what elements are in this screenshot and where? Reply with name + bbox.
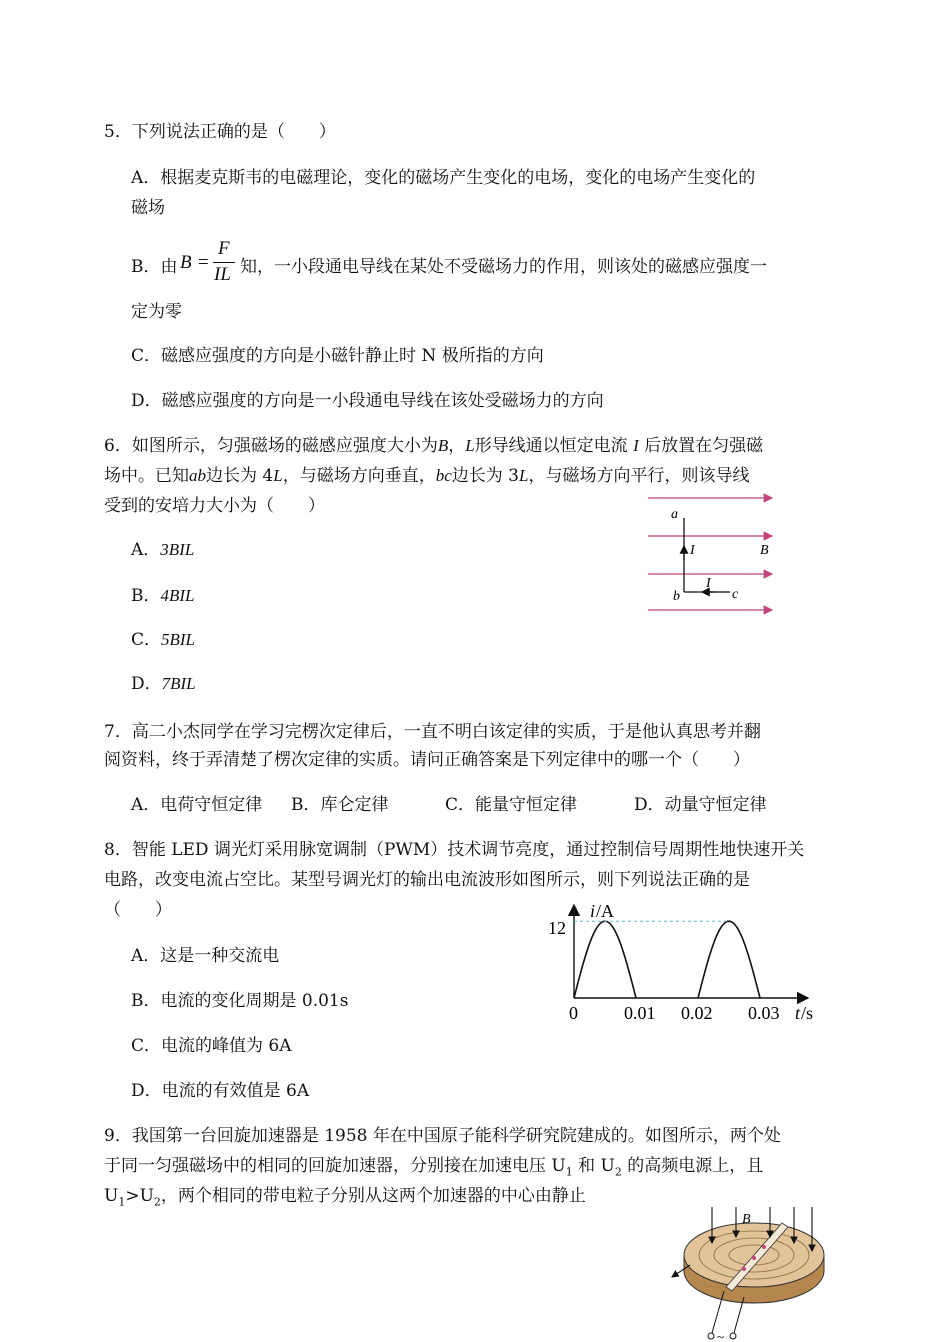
magnetic-field-figure bbox=[640, 490, 790, 620]
y-tick-peak: 12 bbox=[548, 918, 566, 938]
q5-option-b-cont: 定为零 bbox=[131, 302, 182, 322]
q6-option-d: D．7BIL bbox=[131, 674, 196, 694]
q6-option-b: B．4BIL bbox=[131, 586, 195, 606]
q5-option-c: C．磁感应强度的方向是小磁针静止时 N 极所指的方向 bbox=[131, 346, 544, 366]
x-axis-label-unit: /s bbox=[801, 1003, 814, 1023]
x-axis-label-t: t bbox=[795, 1003, 801, 1023]
q6-option-c: C．5BIL bbox=[131, 630, 196, 650]
formula-lhs: B bbox=[180, 252, 192, 273]
y-axis-label-unit: /A bbox=[596, 901, 614, 921]
q5-option-b-rest: 知，一小段通电导线在某处不受磁场力的作用，则该处的磁感应强度一 bbox=[240, 257, 767, 277]
q8-stem-line2: 电路，改变电流占空比。某型号调光灯的输出电流波形如图所示，则下列说法正确的是 bbox=[104, 870, 750, 890]
q9-stem-line3: $U_1>U_2$，两个相同的带电粒子分别从这两个加速器的中心由静止 bbox=[104, 1186, 586, 1209]
q7-option-d: D．动量守恒定律 bbox=[634, 795, 767, 815]
label-a: a bbox=[671, 507, 678, 522]
q8-stem-line3: （ ） bbox=[104, 900, 172, 920]
particle-dot bbox=[762, 1245, 766, 1249]
q7-stem-line2: 阅资料，终于弄清楚了楞次定律的实质。请问正确答案是下列定律中的哪一个（ ） bbox=[104, 750, 750, 770]
q5-option-b: B．由 bbox=[131, 257, 178, 277]
formula-denominator: IL bbox=[214, 264, 231, 285]
q6-stem-line1: 6．如图所示，匀强磁场的磁感应强度大小为B，L形导线通以恒定电流 I 后放置在匀强磁 bbox=[104, 436, 764, 456]
q7-option-c: C．能量守恒定律 bbox=[445, 795, 578, 815]
q6-option-a: A．3BIL bbox=[131, 540, 195, 560]
fraction-bar bbox=[213, 262, 235, 263]
q7-stem-line1: 7．高二小杰同学在学习完楞次定律后，一直不明白该定律的实质，于是他认真思考并翻 bbox=[104, 722, 761, 742]
q5-option-d: D．磁感应强度的方向是一小段通电导线在该处受磁场力的方向 bbox=[131, 391, 604, 411]
label-c: c bbox=[732, 587, 739, 602]
q5-option-a-cont: 磁场 bbox=[131, 198, 165, 218]
x-tick-0.01: 0.01 bbox=[624, 1003, 656, 1023]
cyclotron-label-b: B bbox=[742, 1212, 751, 1227]
cyclotron-figure bbox=[662, 1205, 842, 1342]
q5-option-a: A．根据麦克斯韦的电磁理论，变化的磁场产生变化的电场，变化的电场产生变化的 bbox=[131, 168, 756, 188]
q8-stem-line1: 8．智能 LED 调光灯采用脉宽调制（PWM）技术调节亮度，通过控制信号周期性地快速开关 bbox=[104, 840, 805, 860]
label-current-bc: I bbox=[706, 576, 711, 591]
y-axis-label-i: i bbox=[590, 901, 596, 921]
current-pulse-1 bbox=[574, 921, 636, 998]
q7-option-a: A．电荷守恒定律 bbox=[131, 795, 263, 815]
label-current-ab: I bbox=[690, 543, 695, 558]
q8-option-c: C．电流的峰值为 6A bbox=[131, 1036, 292, 1056]
formula-eq: = bbox=[198, 252, 209, 273]
q9-stem-line1: 9．我国第一台回旋加速器是 1958 年在中国原子能科学研究院建成的。如图所示，两个处 bbox=[104, 1126, 781, 1146]
x-tick-0.03: 0.03 bbox=[748, 1003, 780, 1023]
q6-stem-line2: 场中。已知ab边长为 4L，与磁场方向垂直，bc边长为 3L，与磁场方向平行，则该导线 bbox=[104, 466, 750, 486]
ac-source-symbol: ~ bbox=[717, 1329, 725, 1342]
q8-option-a: A．这是一种交流电 bbox=[131, 946, 280, 966]
q9-stem-line2: 于同一匀强磁场中的相同的回旋加速器，分别接在加速电压 $U_1$ 和 $U_2$ 的高频电源上，且 bbox=[104, 1156, 764, 1179]
formula-numerator: F bbox=[218, 238, 230, 259]
q7-option-b: B．库仑定律 bbox=[291, 795, 389, 815]
q8-option-d: D．电流的有效值是 6A bbox=[131, 1081, 310, 1101]
label-b: b bbox=[673, 589, 680, 604]
terminal bbox=[708, 1333, 714, 1339]
particle-dot bbox=[742, 1267, 746, 1271]
x-tick-0.02: 0.02 bbox=[681, 1003, 713, 1023]
q5-stem: 5．下列说法正确的是（ ） bbox=[104, 122, 336, 142]
terminal bbox=[730, 1333, 736, 1339]
current-waveform-chart bbox=[540, 895, 830, 1030]
label-field-b: B bbox=[760, 543, 769, 558]
q6-stem-line3: 受到的安培力大小为（ ） bbox=[104, 496, 325, 516]
current-pulse-2 bbox=[698, 921, 760, 998]
origin-label: 0 bbox=[569, 1003, 578, 1023]
q8-option-b: B．电流的变化周期是 0.01s bbox=[131, 991, 349, 1011]
particle-dot bbox=[752, 1256, 756, 1260]
